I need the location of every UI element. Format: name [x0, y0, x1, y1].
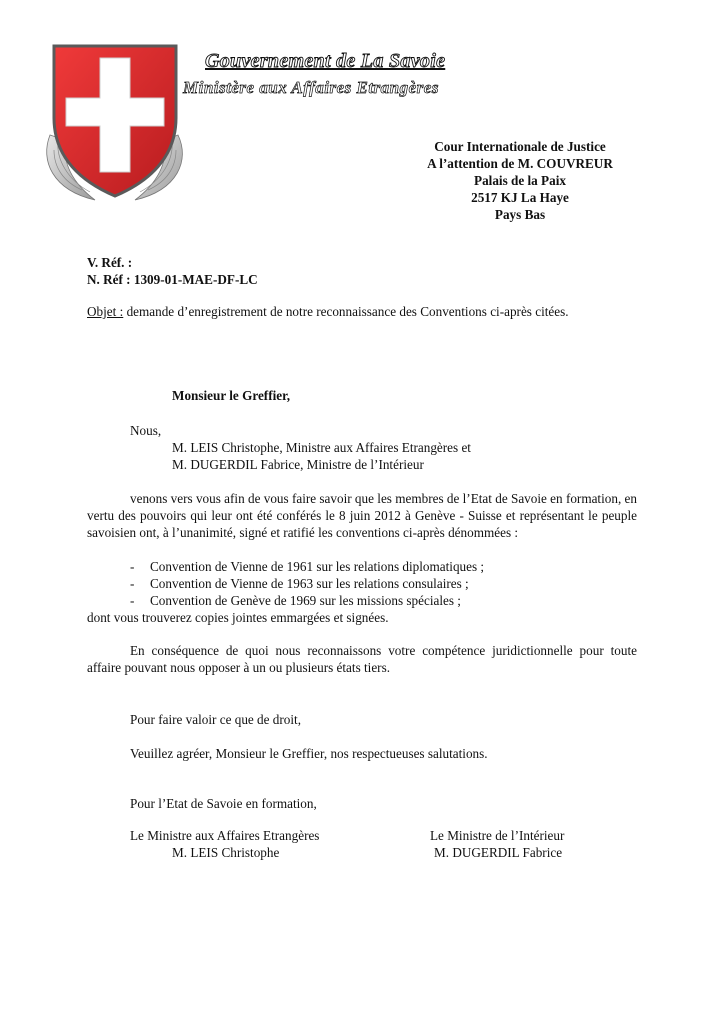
convention-item: - Convention de Vienne de 1963 sur les relations consulaires ;	[130, 576, 469, 591]
salutation: Monsieur le Greffier,	[172, 388, 291, 403]
convention-item: - Convention de Genève de 1969 sur les missions spéciales ;	[130, 593, 461, 608]
signature-right-name: M. DUGERDIL Fabrice	[434, 845, 563, 860]
recipient-address	[400, 138, 640, 223]
signer-line: M. LEIS Christophe, Ministre aux Affaires Etrangères et	[172, 440, 471, 455]
your-reference: V. Réf. :	[87, 255, 133, 270]
nous-line: Nous,	[130, 423, 162, 438]
recipient-line: A l’attention de M. COUVREUR	[427, 156, 613, 171]
our-reference: N. Réf : 1309-01-MAE-DF-LC	[87, 272, 258, 287]
ministry-subtitle: Ministère aux Affaires Etrangères	[183, 78, 439, 97]
closing-formula: Pour faire valoir ce que de droit,	[130, 712, 302, 727]
recipient-line: Cour Internationale de Justice	[434, 139, 606, 154]
references	[87, 254, 258, 288]
recipient-line: 2517 KJ La Haye	[471, 190, 569, 205]
recipient-line: Palais de la Paix	[474, 173, 566, 188]
subject-line	[87, 303, 569, 320]
closing-greeting: Veuillez agréer, Monsieur le Greffier, nos respectueuses salutations.	[130, 746, 488, 761]
subject-label: Objet :	[87, 304, 124, 319]
paragraph-main: venons vers vous afin de vous faire savoir que les membres de l’Etat de Savoie en formation, en vertu des pouvoirs qui leur ont été conférés le 8 juin 2012 à Genève - Suisse et représentant le peuple savoisien ont, à l’unanimité, signé et ratifié les conventions ci-après dénommées :	[87, 491, 637, 540]
government-title: Gouvernement de La Savoie	[205, 50, 446, 72]
recipient-line: Pays Bas	[494, 207, 546, 222]
closing-state: Pour l’Etat de Savoie en formation,	[130, 796, 317, 811]
paragraph-competence: En conséquence de quoi nous reconnaissons votre compétence juridictionnelle pour toute affaire pouvant nous opposer à un ou plusieurs états tiers.	[87, 643, 637, 675]
signature-right-title: Le Ministre de l’Intérieur	[430, 828, 565, 843]
signature-left-title: Le Ministre aux Affaires Etrangères	[130, 828, 320, 843]
subject-text: demande d’enregistrement de notre reconnaissance des Conventions ci-après citées.	[123, 304, 569, 319]
convention-item: - Convention de Vienne de 1961 sur les relations diplomatiques ;	[130, 559, 485, 574]
signer-line: M. DUGERDIL Fabrice, Ministre de l’Intérieur	[172, 457, 424, 472]
signature-left-name: M. LEIS Christophe	[172, 845, 280, 860]
coat-of-arms-logo	[40, 40, 190, 205]
copies-note: dont vous trouverez copies jointes emmargées et signées.	[87, 610, 389, 625]
